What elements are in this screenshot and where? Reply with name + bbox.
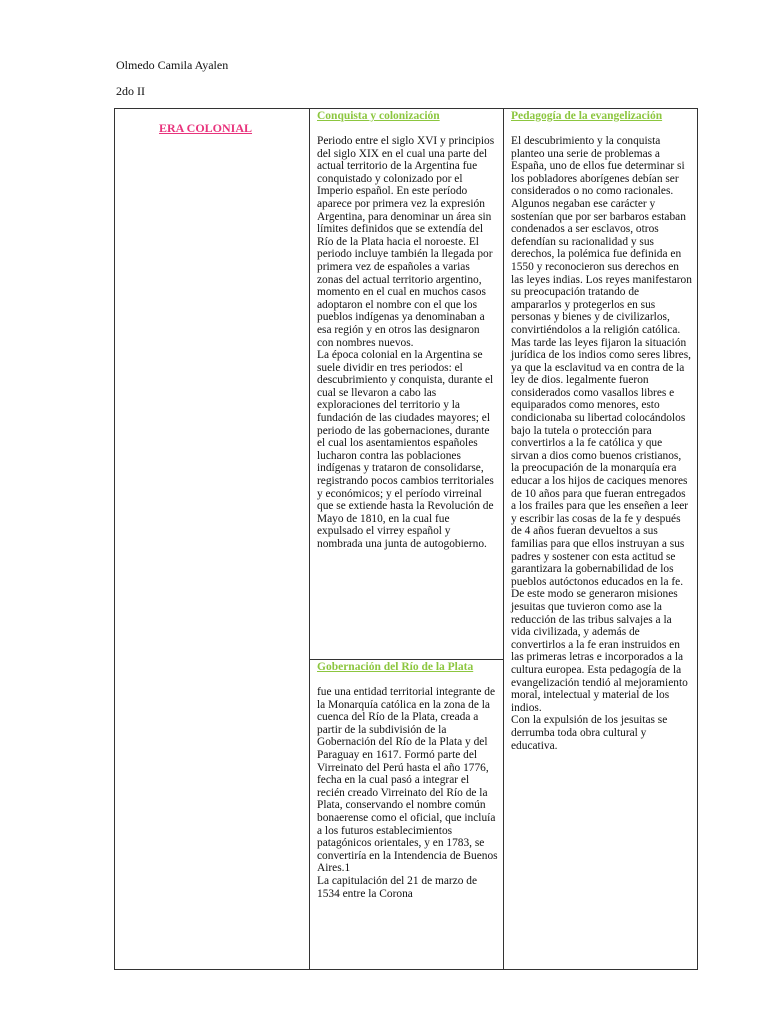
middle-column: [309, 109, 503, 969]
conquista-heading: Conquista y colonización: [317, 110, 440, 122]
conquista-text: [317, 135, 498, 551]
pedagogia-cell: [504, 109, 697, 969]
era-column: [115, 109, 309, 969]
gobernacion-heading: Gobernación del Río de la Plata: [317, 661, 474, 673]
pedagogia-paragraph-4: Con la expulsión de los jesuitas se derrumba toda obra cultural y educativa.: [511, 714, 668, 752]
gobernacion-paragraph-2: La capitulación del 21 de marzo de 1534 entre la Corona: [317, 874, 478, 900]
course-label: 2do II: [116, 84, 145, 98]
content-table: [114, 108, 698, 970]
author-name: Olmedo Camila Ayalen: [116, 58, 229, 72]
gobernacion-text: [317, 686, 498, 900]
conquista-cell: [310, 109, 503, 659]
pedagogia-heading: Pedagogía de la evangelización: [511, 110, 663, 122]
conquista-paragraph-1: Periodo entre el siglo XVI y principios del siglo XIX en el cual una parte del actual territorio de la Argentina fue conquistado y colonizado por el Imperio español. En este período aparece por primera vez la expresión Argentina, para denominar un área sin límites definidos que se extendía del Río de la Plata hacia el noroeste. El periodo incluye también la llegada por primera vez de españoles a varias zonas del actual territorio argentino, momento en el cual en muchos casos adoptaron el nombre con el que los pueblos indígenas ya denominaban a esa región y en otros las designaron con nombres nuevos.: [317, 135, 495, 349]
pedagogia-paragraph-3: De este modo se generaron misiones jesuitas que tuvieron como ase la reducción de las tribus salvajes a la vida civilizada, y además de convertirlos a la fe eran instruidos en las primeras letras e incorporados a la cultura europea. Esta pedagogía de la evangelización tendió al mejoramiento moral, intelectual y material de los indios.: [511, 588, 688, 714]
gobernacion-paragraph-1: fue una entidad territorial integrante de la Monarquía católica en la zona de la cuenca del Río de la Plata, creada a partir de la subdivisión de la Gobernación del Río de la Plata y del Paraguay en 1617. Formó parte del Virreinato del Perú hasta el año 1776, fecha en la cual pasó a integrar el recién creado Virreinato del Río de la Plata, conservando el nombre común bonaerense como el oficial, que incluía a los futuros establecimientos patagónicos orientales, y en 1783, se convertiría en la Intendencia de Buenos Aires.1: [317, 686, 498, 875]
pedagogia-paragraph-2: Algunos negaban ese carácter y sostenían que por ser barbaros estaban condenados a ser esclavos, otros defendían su racionalidad y sus derechos, la polémica fue definida en 1550 y reconocieron sus derechos en las leyes indias. Los reyes manifestaron su preocupación tratando de ampararlos y protegerlos en sus personas y bienes y de civilizarlos, convirtiéndolos a la religión católica. Mas tarde las leyes fijaron la situación jurídica de los indios como seres libres, ya que la esclavitud va en contra de la ley de dios. legalmente fueron considerados como vasallos libres e equiparados como menores, esto condicionaba su libertad colocándolos bajo la tutela o protección para convertirlos a la fe católica y que sirvan a dios como buenos cristianos, la preocupación de la monarquía era educar a los hijos de caciques menores de 10 años para que fueran entregados a los frailes para que les enseñen a leer y escribir las cosas de la fe y después de 4 años fueran devueltos a sus familias para que ellos instruyan a sus padres y sostener con esta actitud se garantizara la gobernabilidad de los pueblos autóctonos educados en la fe.: [511, 197, 692, 588]
gobernacion-cell: [310, 659, 503, 969]
pedagogia-paragraph-1: El descubrimiento y la conquista planteo una serie de problemas a España, uno de ellos fue determinar si los pobladores aborígenes debían ser considerados o no como racionales.: [511, 135, 685, 198]
era-title: ERA COLONIAL: [159, 121, 253, 135]
right-column: [503, 109, 697, 969]
conquista-paragraph-2: La época colonial en la Argentina se suele dividir en tres periodos: el descubrimiento y conquista, durante el cual se llevaron a cabo las exploraciones del territorio y la fundación de las ciudades mayores; el periodo de las gobernaciones, durante el cual los asentamientos españoles lucharon contra las poblaciones indígenas y trataron de consolidarse, registrando pocos cambios territoriales y económicos; y el período virreinal que se extiende hasta la Revolución de Mayo de 1810, en la cual fue expulsado el virrey español y nombrada una junta de autogobierno.: [317, 349, 494, 550]
pedagogia-text: [511, 135, 692, 752]
